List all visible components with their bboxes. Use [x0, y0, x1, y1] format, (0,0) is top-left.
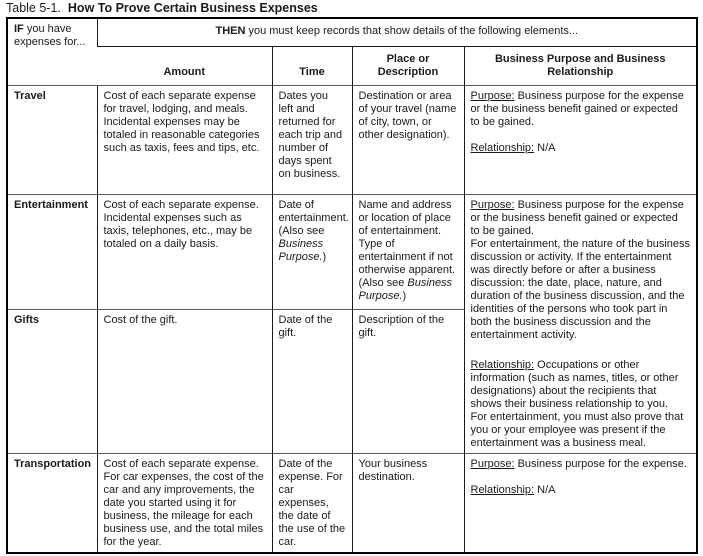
expense-proof-table: [6, 17, 698, 554]
table-title: [6, 1, 318, 15]
transportation-place-cell: Your business destination.: [352, 453, 464, 553]
travel-time-cell: Dates you left and returned for each trip and number of days spent on business.: [272, 85, 352, 194]
row-header-travel: Travel: [7, 85, 97, 194]
travel-place-cell: Destination or area of your travel (name of city, town, or other designation).: [352, 85, 464, 194]
column-header-purpose: [464, 46, 697, 85]
column-header-amount-label: Amount: [163, 65, 206, 78]
transportation-time-cell: Date of the expense. For car expenses, the date of the use of the car.: [272, 453, 352, 553]
column-header-time: [272, 46, 352, 85]
table-row-travel: [7, 85, 697, 194]
column-header-place: [352, 46, 464, 85]
header-if-expenses: IF you have expenses for...: [14, 23, 86, 48]
row-header-gifts: Gifts: [7, 309, 97, 453]
gifts-place-cell: Description of the gift.: [352, 309, 464, 453]
column-header-purpose-label: Business Purpose and Business Relationship: [494, 52, 666, 78]
row-header-entertainment: Entertainment: [7, 194, 97, 309]
table-title-text: How To Prove Certain Business Expenses: [67, 1, 318, 15]
header-then: THEN you must keep records that show details of the following elements...: [97, 18, 697, 46]
table-row-entertainment: [7, 194, 697, 309]
travel-amount-cell: Cost of each separate expense for travel, lodging, and meals. Incidental expenses may be totaled in reasonable categories such as taxis, fees and tips, etc.: [97, 85, 272, 194]
row-header-transportation: Transportation: [7, 453, 97, 553]
column-header-time-label: Time: [299, 65, 325, 78]
travel-purpose-cell: Purpose: Business purpose for the expense or the business benefit gained or expected to be gained. Relationship: N/A: [464, 85, 697, 194]
column-header-place-label: Place or Description: [377, 52, 439, 78]
transportation-purpose-cell: Purpose: Business purpose for the expense. Relationship: N/A: [464, 453, 697, 553]
table-row-transportation: [7, 453, 697, 553]
entertainment-place-cell: Name and address or location of place of entertainment. Type of entertainment if not otherwise apparent. (Also see Business Purpose.): [352, 194, 464, 309]
column-header-amount: [97, 46, 272, 85]
entertainment-time-cell: Date of entertainment. (Also see Business Purpose.): [272, 194, 352, 309]
table-number: Table 5-1.: [6, 1, 61, 15]
entertainment-amount-cell: Cost of each separate expense. Incidental expenses such as taxis, telephones, etc., may be totaled on a daily basis.: [97, 194, 272, 309]
header-row-columns: [7, 46, 697, 85]
header-row-then: [7, 18, 697, 46]
gifts-amount-cell: Cost of the gift.: [97, 309, 272, 453]
gifts-time-cell: Date of the gift.: [272, 309, 352, 453]
entertainment-gifts-purpose-cell: Purpose: Business purpose for the expense or the business benefit gained or expected to be gained. For entertainment, the nature of the business discussion or activity. If the entertainment was directly before or after a business discussion: the date, place, nature, and duration of the business discussion, and the identities of the persons who took part in both the business discussion and the entertainment activity. Relationship: Occupations or other information (such as names, titles, or other designations) about the recipients that shows their business relationship to you. For entertainment, you must also prove that you or your employee was present if the entertainment was a business meal.: [464, 194, 697, 453]
transportation-amount-cell: Cost of each separate expense. For car expenses, the cost of the car and any improvements, the date you started using it for business, the mileage for each business use, and the total miles for the year.: [97, 453, 272, 553]
